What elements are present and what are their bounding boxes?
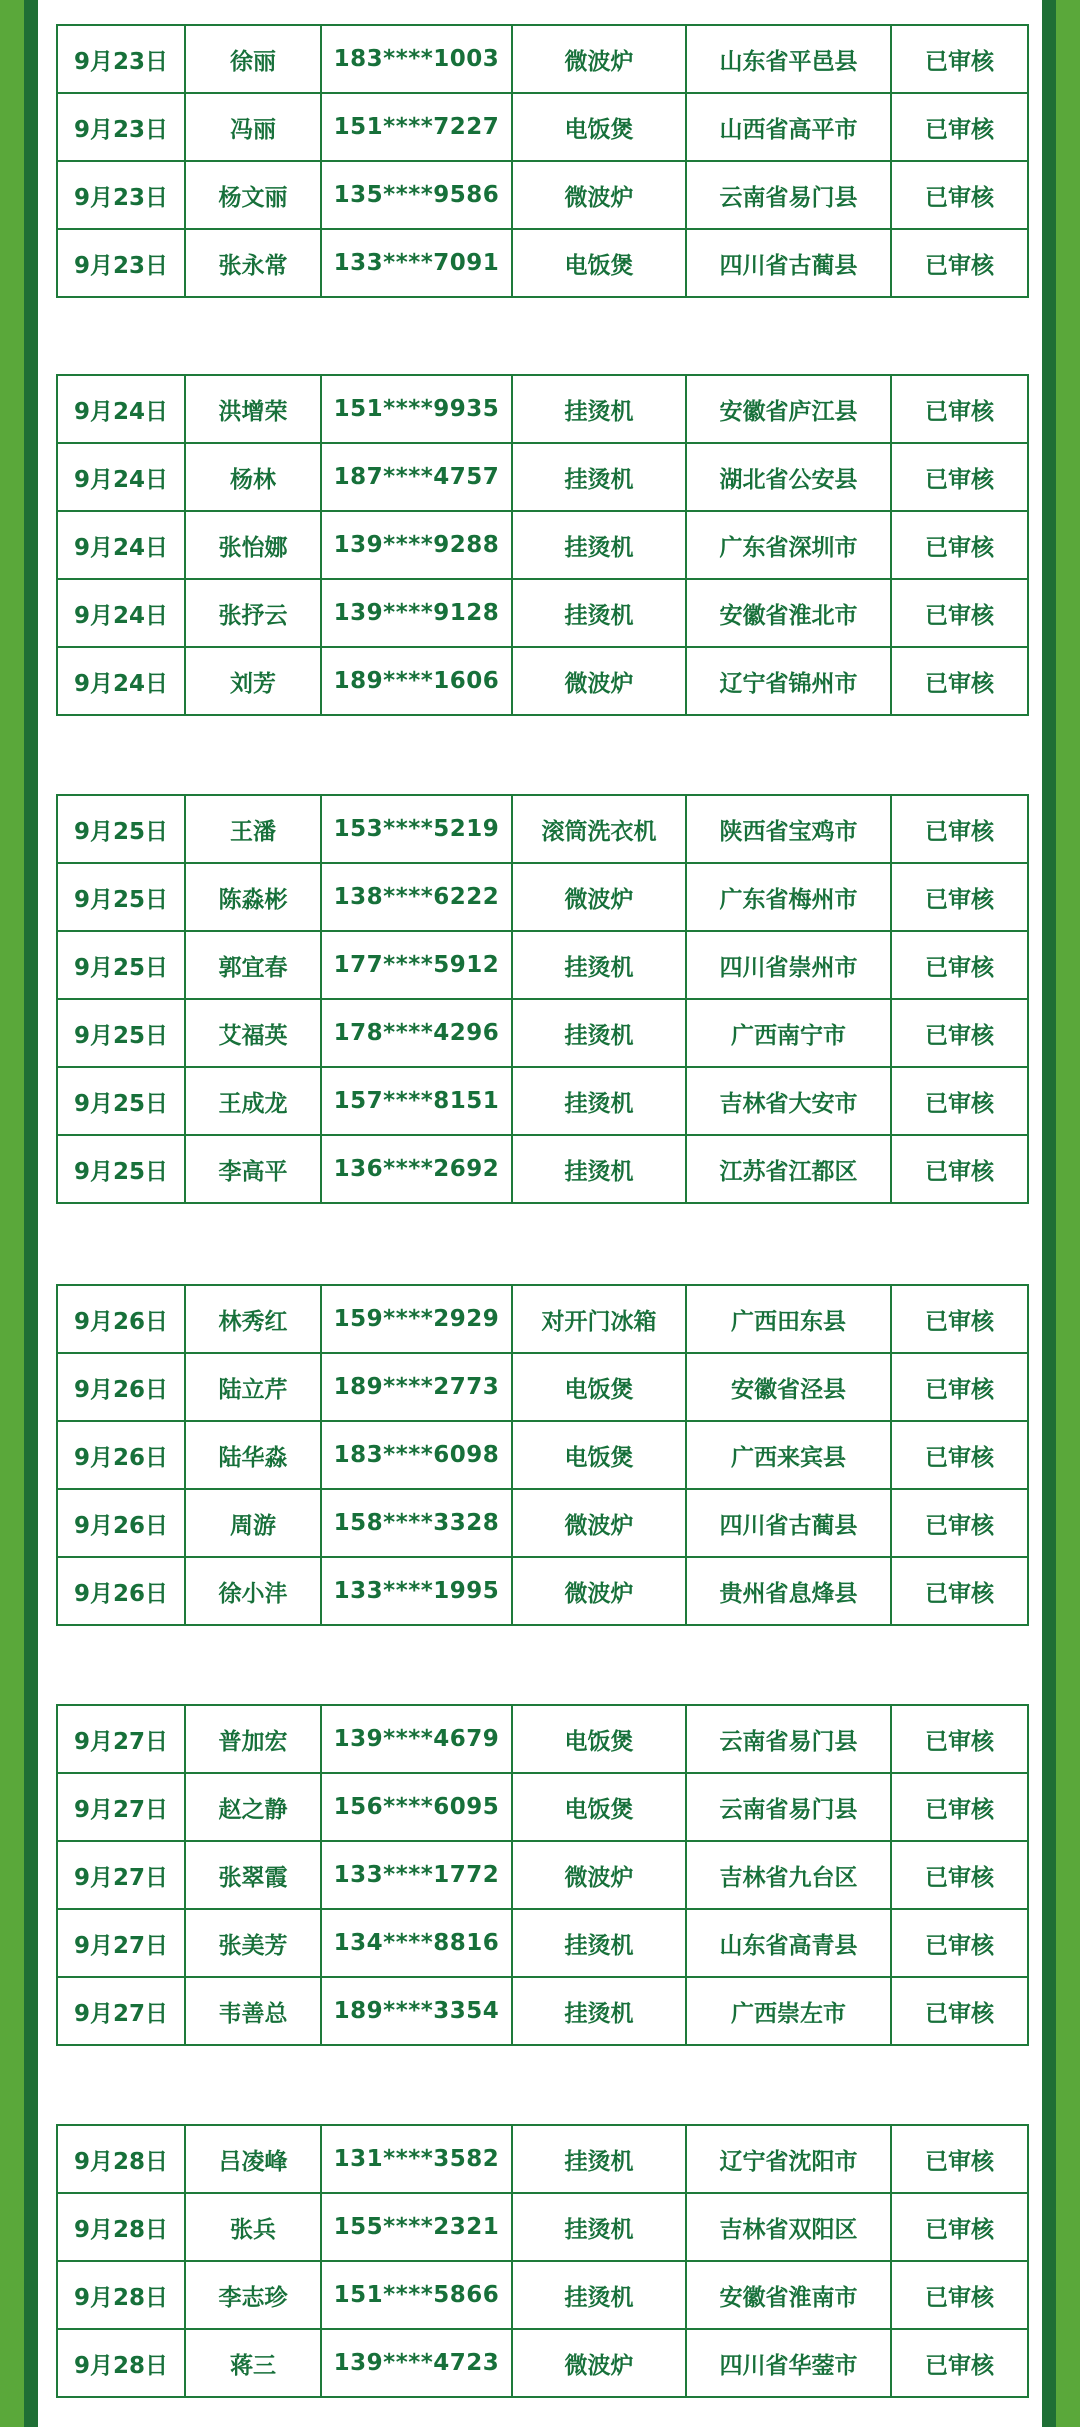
status-cell: 已审核 — [891, 1909, 1028, 1977]
status-cell: 已审核 — [891, 511, 1028, 579]
date-cell: 9月24日 — [57, 579, 185, 647]
table-row — [57, 1977, 1028, 2045]
address-cell: 山东省平邑县 — [686, 25, 891, 93]
status-cell: 已审核 — [891, 931, 1028, 999]
address-cell: 辽宁省锦州市 — [686, 647, 891, 715]
product-cell: 挂烫机 — [512, 375, 686, 443]
name-cell: 洪增荣 — [185, 375, 321, 443]
phone-cell: 135****9586 — [321, 161, 512, 229]
table-row — [57, 1067, 1028, 1135]
status-cell: 已审核 — [891, 1773, 1028, 1841]
table-row — [57, 25, 1028, 93]
phone-cell: 134****8816 — [321, 1909, 512, 1977]
name-cell: 杨文丽 — [185, 161, 321, 229]
phone-cell: 138****6222 — [321, 863, 512, 931]
product-cell: 微波炉 — [512, 647, 686, 715]
address-cell: 安徽省庐江县 — [686, 375, 891, 443]
name-cell: 韦善总 — [185, 1977, 321, 2045]
table-row — [57, 931, 1028, 999]
status-cell: 已审核 — [891, 2125, 1028, 2193]
phone-cell: 178****4296 — [321, 999, 512, 1067]
winner-group-table — [56, 24, 1029, 298]
address-cell: 安徽省淮南市 — [686, 2261, 891, 2329]
status-cell: 已审核 — [891, 1557, 1028, 1625]
table-row — [57, 229, 1028, 297]
name-cell: 李志珍 — [185, 2261, 321, 2329]
product-cell: 挂烫机 — [512, 1067, 686, 1135]
date-cell: 9月27日 — [57, 1909, 185, 1977]
status-cell: 已审核 — [891, 1705, 1028, 1773]
product-cell: 微波炉 — [512, 25, 686, 93]
phone-cell: 139****9288 — [321, 511, 512, 579]
status-cell: 已审核 — [891, 375, 1028, 443]
content-panel — [38, 0, 1042, 2427]
table-row — [57, 1421, 1028, 1489]
status-cell: 已审核 — [891, 2193, 1028, 2261]
status-cell: 已审核 — [891, 1353, 1028, 1421]
product-cell: 挂烫机 — [512, 2125, 686, 2193]
address-cell: 安徽省淮北市 — [686, 579, 891, 647]
name-cell: 李高平 — [185, 1135, 321, 1203]
name-cell: 冯丽 — [185, 93, 321, 161]
product-cell: 挂烫机 — [512, 511, 686, 579]
address-cell: 广西南宁市 — [686, 999, 891, 1067]
address-cell: 云南省易门县 — [686, 1773, 891, 1841]
phone-cell: 159****2929 — [321, 1285, 512, 1353]
name-cell: 蒋三 — [185, 2329, 321, 2397]
date-cell: 9月23日 — [57, 161, 185, 229]
date-cell: 9月25日 — [57, 863, 185, 931]
status-cell: 已审核 — [891, 863, 1028, 931]
date-cell: 9月28日 — [57, 2193, 185, 2261]
date-cell: 9月26日 — [57, 1285, 185, 1353]
date-cell: 9月27日 — [57, 1841, 185, 1909]
status-cell: 已审核 — [891, 1067, 1028, 1135]
phone-cell: 157****8151 — [321, 1067, 512, 1135]
name-cell: 张翠霞 — [185, 1841, 321, 1909]
phone-cell: 131****3582 — [321, 2125, 512, 2193]
date-cell: 9月27日 — [57, 1977, 185, 2045]
date-cell: 9月26日 — [57, 1557, 185, 1625]
status-cell: 已审核 — [891, 1977, 1028, 2045]
product-cell: 电饭煲 — [512, 1773, 686, 1841]
name-cell: 陆立芹 — [185, 1353, 321, 1421]
name-cell: 陈淼彬 — [185, 863, 321, 931]
status-cell: 已审核 — [891, 2329, 1028, 2397]
date-cell: 9月27日 — [57, 1705, 185, 1773]
name-cell: 张永常 — [185, 229, 321, 297]
product-cell: 挂烫机 — [512, 579, 686, 647]
table-row — [57, 1557, 1028, 1625]
product-cell: 微波炉 — [512, 161, 686, 229]
name-cell: 徐丽 — [185, 25, 321, 93]
frame-border-left-inner — [24, 0, 38, 2427]
status-cell: 已审核 — [891, 443, 1028, 511]
product-cell: 挂烫机 — [512, 1977, 686, 2045]
table-row — [57, 579, 1028, 647]
address-cell: 安徽省泾县 — [686, 1353, 891, 1421]
name-cell: 郭宜春 — [185, 931, 321, 999]
product-cell: 微波炉 — [512, 1841, 686, 1909]
table-row — [57, 1353, 1028, 1421]
address-cell: 山西省高平市 — [686, 93, 891, 161]
status-cell: 已审核 — [891, 579, 1028, 647]
phone-cell: 139****4723 — [321, 2329, 512, 2397]
table-row — [57, 375, 1028, 443]
status-cell: 已审核 — [891, 161, 1028, 229]
phone-cell: 136****2692 — [321, 1135, 512, 1203]
phone-cell: 189****1606 — [321, 647, 512, 715]
phone-cell: 187****4757 — [321, 443, 512, 511]
table-row — [57, 2193, 1028, 2261]
table-row — [57, 161, 1028, 229]
winner-group-table — [56, 794, 1029, 1204]
product-cell: 微波炉 — [512, 1557, 686, 1625]
address-cell: 四川省古蔺县 — [686, 229, 891, 297]
product-cell: 挂烫机 — [512, 931, 686, 999]
status-cell: 已审核 — [891, 647, 1028, 715]
name-cell: 张抒云 — [185, 579, 321, 647]
table-row — [57, 1909, 1028, 1977]
product-cell: 挂烫机 — [512, 1909, 686, 1977]
name-cell: 王成龙 — [185, 1067, 321, 1135]
phone-cell: 153****5219 — [321, 795, 512, 863]
date-cell: 9月28日 — [57, 2125, 185, 2193]
date-cell: 9月26日 — [57, 1421, 185, 1489]
address-cell: 湖北省公安县 — [686, 443, 891, 511]
frame-border-right-inner — [1042, 0, 1056, 2427]
date-cell: 9月25日 — [57, 795, 185, 863]
status-cell: 已审核 — [891, 999, 1028, 1067]
status-cell: 已审核 — [891, 2261, 1028, 2329]
name-cell: 张怡娜 — [185, 511, 321, 579]
frame-border-left-outer — [0, 0, 24, 2427]
winner-group-table — [56, 1284, 1029, 1626]
address-cell: 广西来宾县 — [686, 1421, 891, 1489]
table-row — [57, 647, 1028, 715]
date-cell: 9月24日 — [57, 647, 185, 715]
status-cell: 已审核 — [891, 1841, 1028, 1909]
address-cell: 四川省古蔺县 — [686, 1489, 891, 1557]
phone-cell: 156****6095 — [321, 1773, 512, 1841]
table-row — [57, 2125, 1028, 2193]
name-cell: 吕凌峰 — [185, 2125, 321, 2193]
date-cell: 9月26日 — [57, 1489, 185, 1557]
phone-cell: 183****1003 — [321, 25, 512, 93]
date-cell: 9月25日 — [57, 931, 185, 999]
product-cell: 电饭煲 — [512, 229, 686, 297]
name-cell: 张美芳 — [185, 1909, 321, 1977]
address-cell: 云南省易门县 — [686, 161, 891, 229]
date-cell: 9月28日 — [57, 2261, 185, 2329]
name-cell: 张兵 — [185, 2193, 321, 2261]
date-cell: 9月27日 — [57, 1773, 185, 1841]
table-row — [57, 1773, 1028, 1841]
winner-group-table — [56, 374, 1029, 716]
product-cell: 电饭煲 — [512, 93, 686, 161]
phone-cell: 139****9128 — [321, 579, 512, 647]
table-row — [57, 2261, 1028, 2329]
table-row — [57, 511, 1028, 579]
table-row — [57, 1135, 1028, 1203]
address-cell: 辽宁省沈阳市 — [686, 2125, 891, 2193]
status-cell: 已审核 — [891, 1135, 1028, 1203]
table-row — [57, 443, 1028, 511]
phone-cell: 151****7227 — [321, 93, 512, 161]
address-cell: 广西崇左市 — [686, 1977, 891, 2045]
product-cell: 对开门冰箱 — [512, 1285, 686, 1353]
address-cell: 云南省易门县 — [686, 1705, 891, 1773]
name-cell: 王潘 — [185, 795, 321, 863]
address-cell: 山东省高青县 — [686, 1909, 891, 1977]
date-cell: 9月23日 — [57, 25, 185, 93]
table-row — [57, 1705, 1028, 1773]
product-cell: 微波炉 — [512, 1489, 686, 1557]
product-cell: 挂烫机 — [512, 2193, 686, 2261]
date-cell: 9月24日 — [57, 443, 185, 511]
product-cell: 挂烫机 — [512, 2261, 686, 2329]
phone-cell: 133****7091 — [321, 229, 512, 297]
table-row — [57, 863, 1028, 931]
phone-cell: 158****3328 — [321, 1489, 512, 1557]
product-cell: 挂烫机 — [512, 443, 686, 511]
phone-cell: 189****3354 — [321, 1977, 512, 2045]
name-cell: 徐小沣 — [185, 1557, 321, 1625]
address-cell: 吉林省九台区 — [686, 1841, 891, 1909]
name-cell: 周游 — [185, 1489, 321, 1557]
product-cell: 滚筒洗衣机 — [512, 795, 686, 863]
winner-group-table — [56, 2124, 1029, 2398]
address-cell: 陕西省宝鸡市 — [686, 795, 891, 863]
date-cell: 9月23日 — [57, 93, 185, 161]
status-cell: 已审核 — [891, 93, 1028, 161]
table-row — [57, 1489, 1028, 1557]
status-cell: 已审核 — [891, 1421, 1028, 1489]
status-cell: 已审核 — [891, 25, 1028, 93]
status-cell: 已审核 — [891, 795, 1028, 863]
table-row — [57, 1285, 1028, 1353]
name-cell: 杨林 — [185, 443, 321, 511]
name-cell: 刘芳 — [185, 647, 321, 715]
product-cell: 微波炉 — [512, 2329, 686, 2397]
date-cell: 9月26日 — [57, 1353, 185, 1421]
status-cell: 已审核 — [891, 1489, 1028, 1557]
table-row — [57, 2329, 1028, 2397]
date-cell: 9月23日 — [57, 229, 185, 297]
address-cell: 四川省崇州市 — [686, 931, 891, 999]
address-cell: 江苏省江都区 — [686, 1135, 891, 1203]
phone-cell: 177****5912 — [321, 931, 512, 999]
date-cell: 9月25日 — [57, 1067, 185, 1135]
name-cell: 赵之静 — [185, 1773, 321, 1841]
phone-cell: 151****9935 — [321, 375, 512, 443]
product-cell: 挂烫机 — [512, 999, 686, 1067]
status-cell: 已审核 — [891, 229, 1028, 297]
winner-group-table — [56, 1704, 1029, 2046]
table-row — [57, 795, 1028, 863]
status-cell: 已审核 — [891, 1285, 1028, 1353]
table-row — [57, 999, 1028, 1067]
frame-border-right-outer — [1056, 0, 1080, 2427]
name-cell: 艾福英 — [185, 999, 321, 1067]
phone-cell: 133****1995 — [321, 1557, 512, 1625]
address-cell: 吉林省大安市 — [686, 1067, 891, 1135]
date-cell: 9月25日 — [57, 1135, 185, 1203]
phone-cell: 155****2321 — [321, 2193, 512, 2261]
name-cell: 林秀红 — [185, 1285, 321, 1353]
product-cell: 微波炉 — [512, 863, 686, 931]
product-cell: 挂烫机 — [512, 1135, 686, 1203]
phone-cell: 151****5866 — [321, 2261, 512, 2329]
phone-cell: 189****2773 — [321, 1353, 512, 1421]
phone-cell: 133****1772 — [321, 1841, 512, 1909]
product-cell: 电饭煲 — [512, 1421, 686, 1489]
address-cell: 广东省深圳市 — [686, 511, 891, 579]
address-cell: 四川省华蓥市 — [686, 2329, 891, 2397]
table-row — [57, 1841, 1028, 1909]
date-cell: 9月28日 — [57, 2329, 185, 2397]
name-cell: 陆华淼 — [185, 1421, 321, 1489]
address-cell: 吉林省双阳区 — [686, 2193, 891, 2261]
address-cell: 贵州省息烽县 — [686, 1557, 891, 1625]
name-cell: 普加宏 — [185, 1705, 321, 1773]
phone-cell: 183****6098 — [321, 1421, 512, 1489]
product-cell: 电饭煲 — [512, 1353, 686, 1421]
product-cell: 电饭煲 — [512, 1705, 686, 1773]
date-cell: 9月24日 — [57, 511, 185, 579]
address-cell: 广西田东县 — [686, 1285, 891, 1353]
address-cell: 广东省梅州市 — [686, 863, 891, 931]
date-cell: 9月24日 — [57, 375, 185, 443]
table-row — [57, 93, 1028, 161]
date-cell: 9月25日 — [57, 999, 185, 1067]
phone-cell: 139****4679 — [321, 1705, 512, 1773]
